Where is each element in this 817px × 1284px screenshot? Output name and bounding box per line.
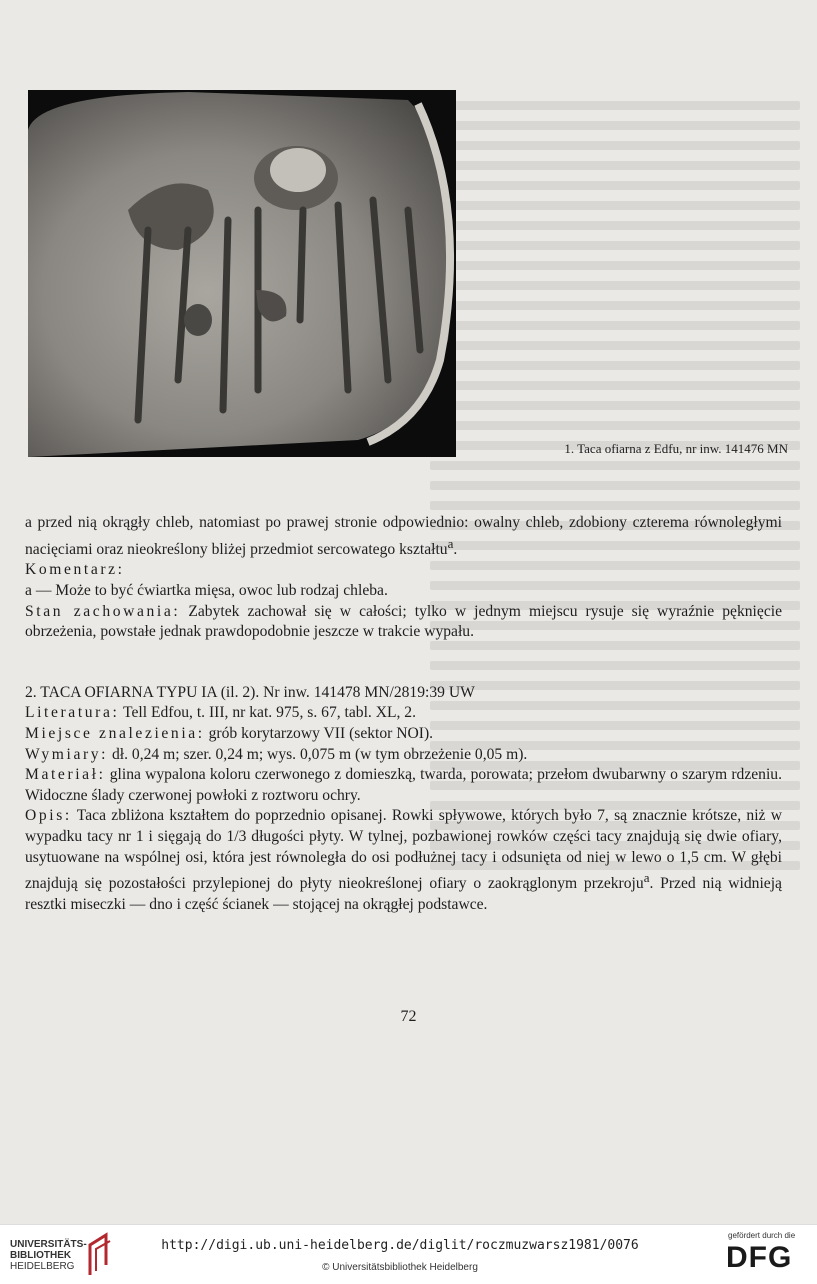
komentarz-label: Komentarz:	[25, 561, 125, 579]
permalink-url[interactable]: http://digi.ub.uni-heidelberg.de/diglit/roczmuzwarsz1981/0076	[161, 1238, 639, 1253]
entry-heading: 2. TACA OFIARNA TYPU IA (il. 2). Nr inw. 141478 MN/2819:39 UW	[25, 683, 475, 701]
funding-note: gefördert durch die	[728, 1231, 796, 1240]
opis: Opis: Taca zbliżona kształtem do poprzednio opisanej. Rowki spływowe, których było 7, są znacznie krótsze, niż w wypadku tacy nr 1 i sięgają do 1/3 długości płyty. W tylnej, pozbawionej rowków części tacy znajdują się dwie ofiary, usytuowane na wspólnej osi, która jest równoległa do osi podłużnej tacy i odsunięta od niej w lewo o 1,5 cm. W głębi znajdują się pozostałości przylepionej do płyty nieokreślonej ofiary o zaokrąglonym przekroju$^a$. Przed nią widnieją resztki miseczki — dno i część ścianek — stojącej na okrągłej podstawce.	[25, 807, 782, 913]
miejsce-znalezienia: Miejsce znalezienia: grób korytarzowy VII (sektor NOI).	[25, 724, 434, 742]
library-logo-icon	[84, 1231, 114, 1277]
material: Materiał: glina wypalona koloru czerwonego z domieszką, twarda, porowata; przełom dwubarwny o szarym rdzeniu. Widoczne ślady czerwonej powłoki z roztworu ochry.	[25, 766, 782, 804]
page-number: 72	[400, 1008, 417, 1025]
wymiary: Wymiary: dł. 0,24 m; szer. 0,24 m; wys. 0,075 m (w tym obrzeżenie 0,05 m).	[25, 745, 528, 763]
paragraph-continuation: a przed nią okrągły chleb, natomiast po prawej stronie odpowiednio: owalny chleb, zdobiony czterema równoległymi nacięciami oraz nieokreślony bliżej przedmiot sercowatego kształtu$^a$.	[25, 514, 782, 558]
komentarz-text: a — Może to być ćwiartka mięsa, owoc lub rodzaj chleba.	[25, 581, 388, 599]
figure-caption: 1. Taca ofiarna z Edfu, nr inw. 141476 MN	[564, 441, 788, 456]
dfg-logo: DFG	[726, 1241, 793, 1274]
digitization-footer	[0, 1224, 817, 1284]
library-name: UNIVERSITÄTS- BIBLIOTHEK HEIDELBERG	[10, 1239, 87, 1272]
literatura: Literatura: Tell Edfou, t. III, nr kat. 975, s. 67, tabl. XL, 2.	[25, 704, 416, 722]
offering-tray-photo	[28, 90, 456, 457]
copyright-notice: © Universitätsbibliothek Heidelberg	[322, 1262, 478, 1273]
main-text	[25, 513, 782, 915]
stan-zachowania: Stan zachowania: Zabytek zachował się w całości; tylko w jednym miejscu rysuje się wyraźnie pęknięcie obrzeżenia, powstałe jednak prawdopodobnie jeszcze w trakcie wypału.	[25, 602, 782, 641]
